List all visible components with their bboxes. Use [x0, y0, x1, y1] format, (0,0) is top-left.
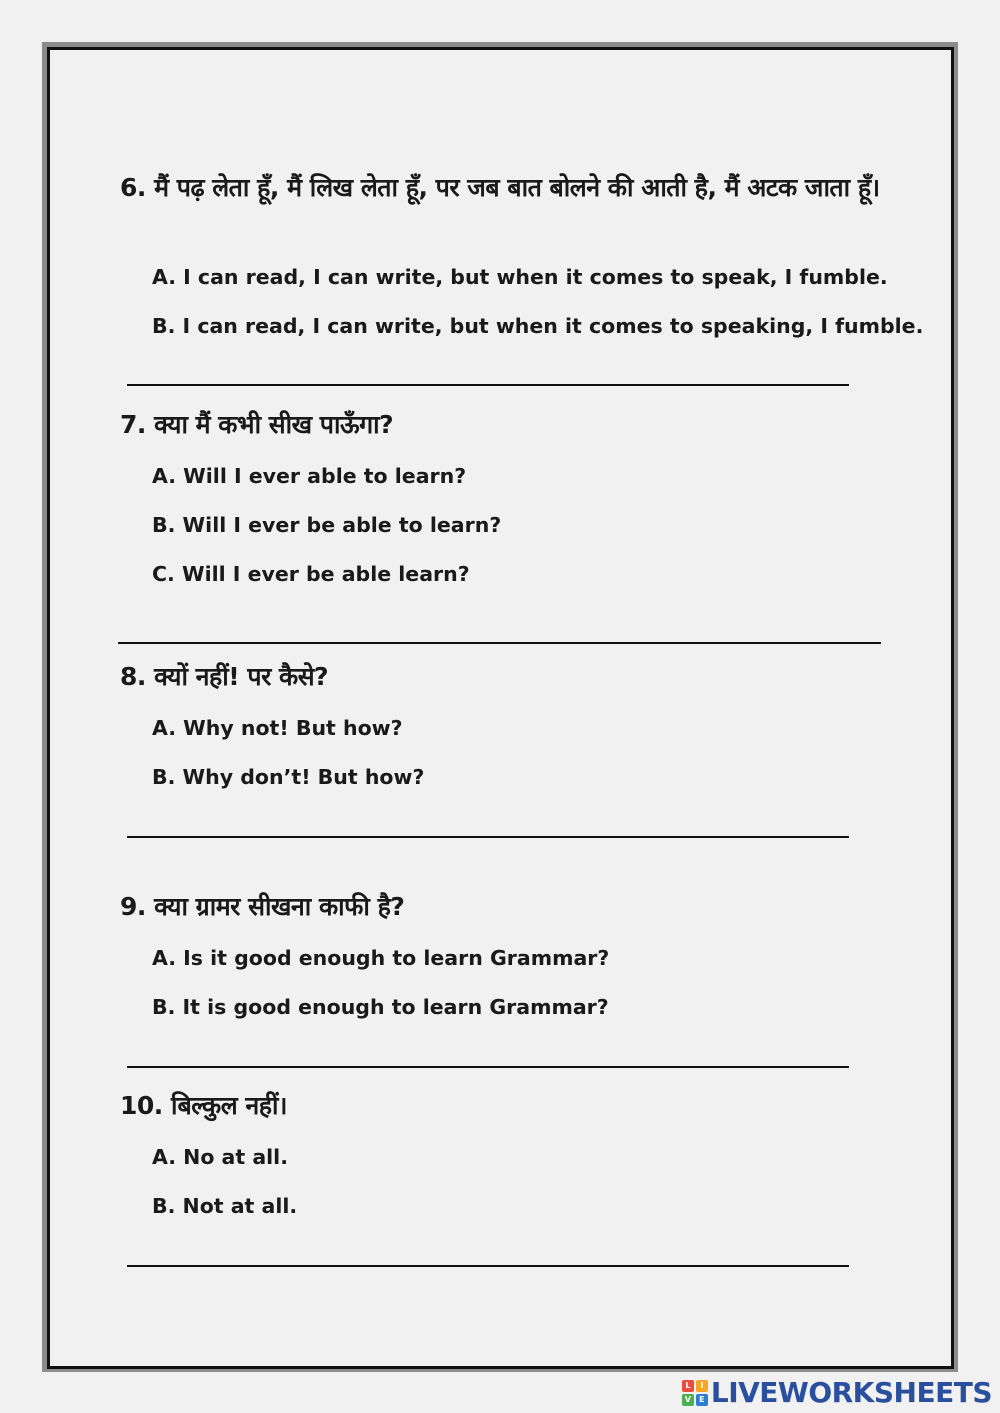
question-8-option-a[interactable]: A. Why not! But how?	[152, 716, 403, 740]
question-9-title: 9. क्या ग्रामर सीखना काफी है?	[120, 892, 405, 921]
brand-name: LIVEWORKSHEETS	[710, 1376, 992, 1409]
answer-line-7[interactable]	[118, 642, 881, 644]
question-7-option-b[interactable]: B. Will I ever be able to learn?	[152, 513, 502, 537]
question-7-option-c[interactable]: C. Will I ever be able learn?	[152, 562, 470, 586]
answer-line-10[interactable]	[127, 1265, 849, 1267]
answer-line-9[interactable]	[127, 1066, 849, 1068]
question-10-title: 10. बिल्कुल नहीं।	[120, 1091, 287, 1120]
logo-letter: V	[682, 1394, 694, 1406]
question-7-option-a[interactable]: A. Will I ever able to learn?	[152, 464, 467, 488]
question-9-option-b[interactable]: B. It is good enough to learn Grammar?	[152, 995, 609, 1019]
logo-letter: E	[696, 1394, 708, 1406]
worksheet-page	[47, 47, 954, 1369]
question-8-title: 8. क्यों नहीं! पर कैसे?	[120, 662, 329, 691]
logo-letter: I	[696, 1380, 708, 1392]
answer-line-6[interactable]	[127, 384, 849, 386]
answer-line-8[interactable]	[127, 836, 849, 838]
question-6-option-a[interactable]: A. I can read, I can write, but when it comes to speak, I fumble.	[152, 265, 888, 289]
question-6-title: 6. मैं पढ़ लेता हूँ, मैं लिख लेता हूँ, पर जब बात बोलने की आती है, मैं अटक जाता हूँ।	[120, 173, 880, 202]
question-9-option-a[interactable]: A. Is it good enough to learn Grammar?	[152, 946, 610, 970]
logo-letter: L	[682, 1380, 694, 1392]
liveworksheets-logo-icon	[682, 1380, 708, 1406]
question-7-title: 7. क्या मैं कभी सीख पाऊँगा?	[120, 410, 394, 439]
liveworksheets-brand[interactable]	[682, 1376, 992, 1409]
question-10-option-a[interactable]: A. No at all.	[152, 1145, 288, 1169]
question-6-option-b[interactable]: B. I can read, I can write, but when it comes to speaking, I fumble.	[152, 314, 924, 338]
question-8-option-b[interactable]: B. Why don’t! But how?	[152, 765, 425, 789]
question-10-option-b[interactable]: B. Not at all.	[152, 1194, 298, 1218]
